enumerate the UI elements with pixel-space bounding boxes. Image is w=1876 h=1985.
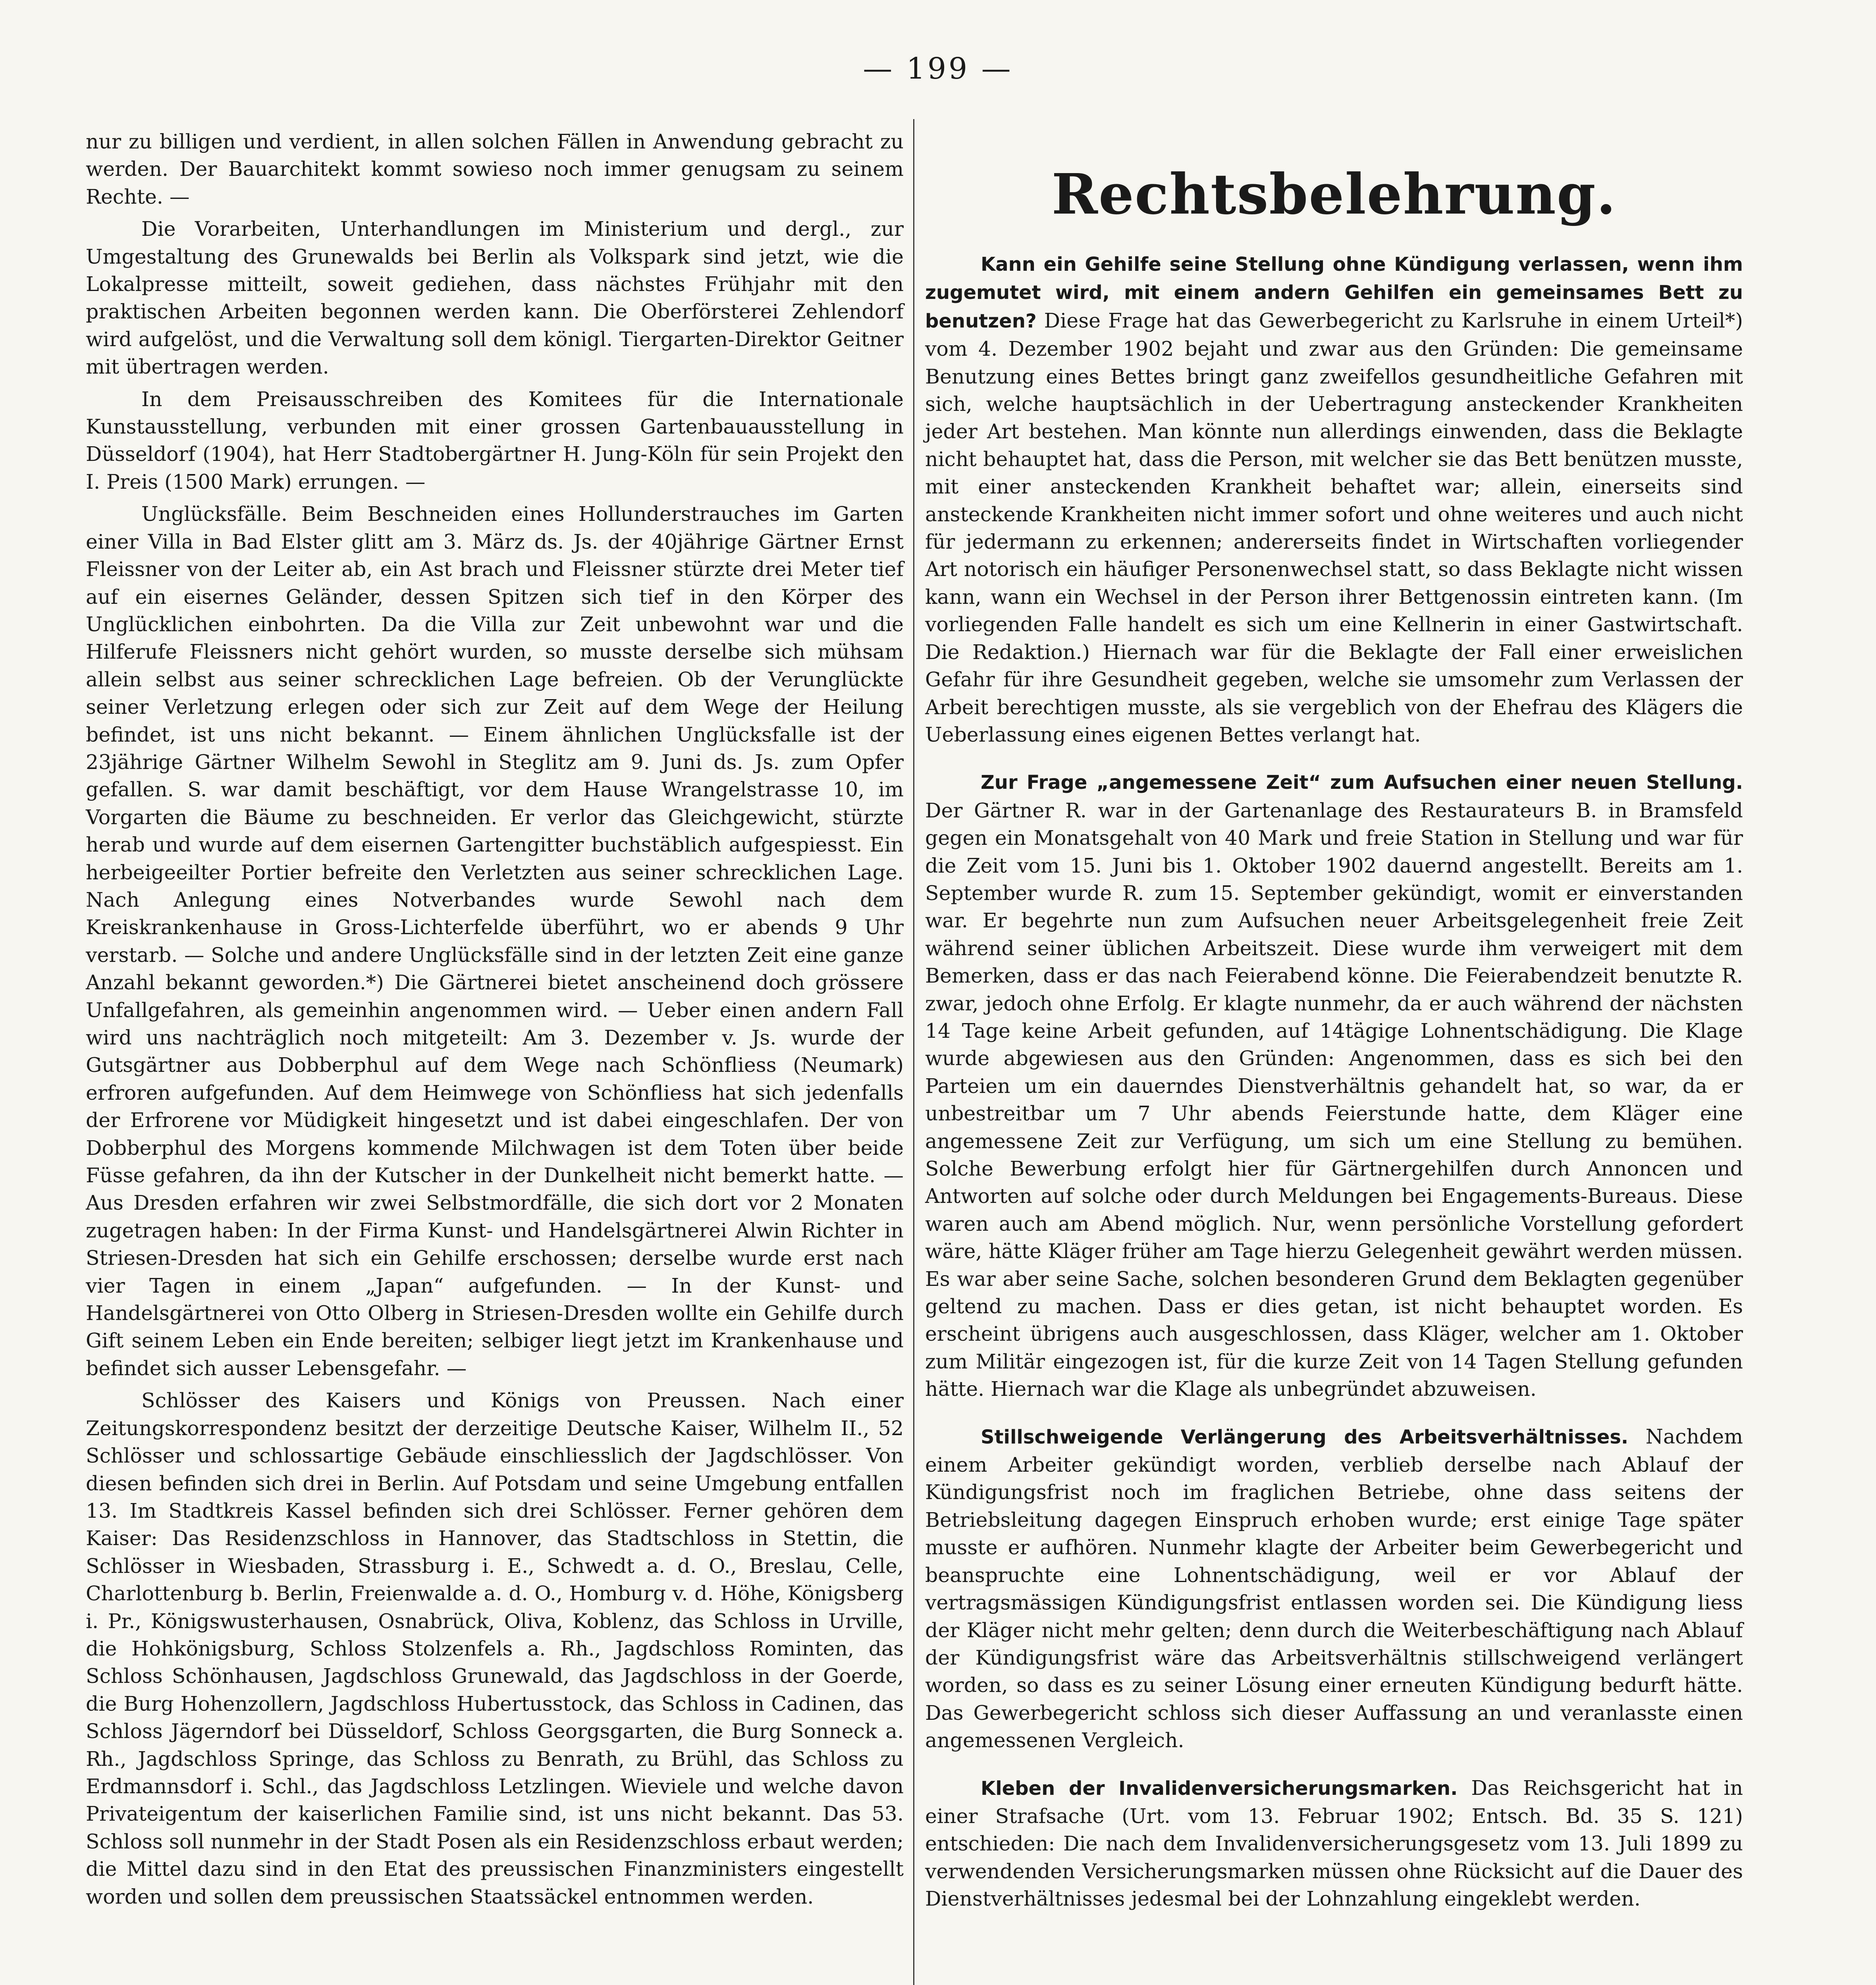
right-column <box>925 163 1743 1913</box>
paragraph-ungluecksfaelle: Unglücksfälle. Beim Beschneiden eines Hollunderstrauches im Garten einer Villa in Bad Elster glitt am 3. März ds. Js. der 40jährige Gärtner Ernst Fleissner von der Leiter ab, ein Ast brach und Fleissner stürzte drei Meter tief auf ein eisernes Geländer, dessen Spitzen sich tief in den Körper des Unglücklichen einbohrten. Da die Villa zur Zeit unbewohnt war und die Hilferufe Fleissners nicht gehört wurden, so musste derselbe sich mühsam allein selbst aus seiner schrecklichen Lage befreien. Ob der Verunglückte seiner Verletzung erlegen oder sich zur Zeit auf dem Wege der Heilung befindet, ist uns nicht bekannt. — Einem ähnlichen Unglücksfalle ist der 23jährige Gärtner Wilhelm Sewohl in Steglitz am 9. Juni ds. Js. zum Opfer gefallen. S. war damit beschäftigt, vor dem Hause Wrangelstrasse 10, im Vorgarten die Bäume zu beschneiden. Er verlor das Gleichgewicht, stürzte herab und wurde auf dem eisernen Gartengitter buchstäblich aufgespiesst. Ein herbeigeeilter Portier befreite den Verletzten aus seiner schrecklichen Lage. Nach Anlegung eines Notverbandes wurde Sewohl nach dem Kreiskrankenhause in Gross-Lichterfelde überführt, wo er abends 9 Uhr verstarb. — Solche und andere Unglücksfälle sind in der letzten Zeit eine ganze Anzahl bekannt geworden.*) Die Gärtnerei bietet anscheinend doch grössere Unfallgefahren, als gemeinhin angenommen wird. — Ueber einen andern Fall wird uns nachträglich noch mitgeteilt: Am 3. Dezember v. Js. wurde der Gutsgärtner aus Dobberphul auf dem Wege nach Schönfliess (Neumark) erfroren aufgefunden. Auf dem Heimwege von Schönfliess hat sich jedenfalls der Erfrorene vor Müdigkeit hingesetzt und ist dabei eingeschlafen. Der von Dobberphul des Morgens kommende Milchwagen ist dem Toten über beide Füsse gefahren, da ihn der Kutscher in der Dunkelheit nicht bemerkt hatte. — Aus Dresden erfahren wir zwei Selbstmordfälle, die sich dort vor 2 Monaten zugetragen haben: In der Firma Kunst- und Handelsgärtnerei Alwin Richter in Striesen-Dresden hat sich ein Gehilfe erschossen; derselbe wurde erst nach vier Tagen in einem „Japan“ aufgefunden. — In der Kunst- und Handelsgärtnerei von Otto Olberg in Striesen-Dresden wollte ein Gehilfe durch Gift seinem Leben ein Ende bereiten; selbiger liegt jetzt im Krankenhause und befindet sich ausser Lebensgefahr. — <box>86 502 904 1380</box>
legal-item-heading: Kleben der Invalidenversicherungsmarken. <box>981 1777 1458 1800</box>
section-title: Rechtsbelehrung. <box>1051 162 1617 227</box>
legal-item <box>925 768 1743 1403</box>
legal-item-heading: Kann ein Gehilfe seine Stellung ohne Kündigung verlassen, wenn ihm zugemutet wird, mit einem andern Gehilfen ein gemeinsames Bett zu benutzen? <box>925 253 1743 332</box>
column-divider <box>913 119 914 1985</box>
legal-item <box>925 250 1743 748</box>
legal-item-heading: Stillschweigende Verlängerung des Arbeitsverhältnisses. <box>981 1426 1629 1448</box>
legal-item-body: Das Reichsgericht hat in einer Strafsache (Urt. vom 13. Februar 1902; Entsch. Bd. 35 S. 121) entschieden: Die nach dem Invalidenversicherungsgesetz vom 13. Juli 1899 zu verwendenden Versicherungsmarken müssen ohne Rücksicht auf die Dauer des Dienstverhältnisses jedesmal bei der Lohnzahlung eingeklebt werden. <box>925 1776 1743 1911</box>
legal-item <box>925 1423 1743 1754</box>
legal-item <box>925 1774 1743 1913</box>
paragraph-schloesser: Schlösser des Kaisers und Königs von Preussen. Nach einer Zeitungskorrespondenz besitzt der derzeitige Deutsche Kaiser, Wilhelm II., 52 Schlösser und schlossartige Gebäude einschliesslich der Jagdschlösser. Von diesen befinden sich drei in Berlin. Auf Potsdam und seine Umgebung entfallen 13. Im Stadtkreis Kassel befinden sich drei Schlösser. Ferner gehören dem Kaiser: Das Residenzschloss in Hannover, das Stadtschloss in Stettin, die Schlösser in Wiesbaden, Strassburg i. E., Schwedt a. d. O., Breslau, Celle, Charlottenburg b. Berlin, Freienwalde a. d. O., Homburg v. d. Höhe, Königsberg i. Pr., Königswusterhausen, Osnabrück, Oliva, Koblenz, das Schloss in Urville, die Hohkönigsburg, Schloss Stolzenfels a. Rh., Jagdschloss Rominten, das Schloss Schönhausen, Jagdschloss Grunewald, das Jagdschloss in der Goerde, die Burg Hohenzollern, Jagdschloss Hubertusstock, das Schloss in Cadinen, das Schloss Jägerndorf bei Düsseldorf, Schloss Georgsgarten, die Burg Sonneck a. Rh., Jagdschloss Springe, das Schloss zu Benrath, zu Brühl, das Schloss zu Erdmannsdorf i. Schl., das Jagdschloss Letzlingen. Wieviele und welche davon Privateigentum der kaiserlichen Familie sind, ist uns nicht bekannt. Das 53. Schloss soll nunmehr in der Stadt Posen als ein Residenzschloss erbaut werden; die Mittel dazu sind in den Etat des preussischen Finanzministers eingestellt worden und sollen dem preussischen Staatssäckel entnommen werden. <box>86 1389 904 1908</box>
paragraph-intro: nur zu billigen und verdient, in allen solchen Fällen in Anwendung gebracht zu werden. Der Bauarchitekt kommt sowieso noch immer genugsam zu seinem Rechte. — <box>86 130 904 208</box>
legal-item-body: Nachdem einem Arbeiter gekündigt worden, verblieb derselbe nach Ablauf der Kündigungsfrist noch im fraglichen Betriebe, ohne dass seitens der Betriebsleitung dagegen Einspruch erhoben wurde; erst einige Tage später musste er aufhören. Nunmehr klagte der Arbeiter beim Gewerbegericht und beanspruchte eine Lohnentschädigung, weil er vor Ablauf der vertragsmässigen Kündigungsfrist entlassen worden sei. Die Kündigung liess der Kläger nicht mehr gelten; denn durch die Weiterbeschäftigung nach Ablauf der Kündigungsfrist wäre das Arbeitsverhältnis stillschweigend verlängert worden, so dass es zu seiner Lösung einer erneuten Kündigung bedurft hätte. Das Gewerbegericht schloss sich dieser Auffassung an und veranlasste einen angemessenen Vergleich. <box>925 1424 1743 1752</box>
legal-item-body: Diese Frage hat das Gewerbegericht zu Karlsruhe in einem Urteil*) vom 4. Dezember 1902 bejaht und zwar aus den Gründen: Die gemeinsame Benutzung eines Bettes bringt ganz zweifellos gesundheitliche Gefahren mit sich, welche hauptsächlich in der Uebertragung ansteckender Krankheiten jeder Art bestehen. Man könnte nun allerdings einwenden, dass die Beklagte nicht behauptet hat, dass die Person, mit welcher sie das Bett benützen musste, mit einer ansteckenden Krankheit behaftet war; allein, einerseits sind ansteckende Krankheiten nicht immer sofort und ohne weiteres und auch nicht für jedermann zu erkennen; andererseits findet in Wirtschaften vorliegender Art notorisch ein häufiger Personenwechsel statt, so dass Beklagte nicht wissen kann, wann ein Wechsel in der Person ihrer Bettgenossin eintreten kann. (Im vorliegenden Falle handelt es sich um eine Kellnerin in einer Gastwirtschaft. Die Redaktion.) Hiernach war für die Beklagte der Fall einer erweislichen Gefahr für ihre Gesundheit gegeben, welche sie umsomehr zum Verlassen der Arbeit berechtigen musste, als sie vergeblich von der Ehefrau des Klägers die Ueberlassung eines eigenen Bettes verlangt hat. <box>925 308 1743 746</box>
legal-item-body: Der Gärtner R. war in der Gartenanlage des Restaurateurs B. in Bramsfeld gegen ein Monatsgehalt von 40 Mark und freie Station in Stellung und war für die Zeit vom 15. Juni bis 1. Oktober 1902 dauernd angestellt. Bereits am 1. September wurde R. zum 15. September gekündigt, womit er einverstanden war. Er begehrte nun zum Aufsuchen neuer Arbeitsgelegenheit freie Zeit während seiner üblichen Arbeitszeit. Diese wurde ihm verweigert mit dem Bemerken, dass er das nach Feierabend könne. Die Feierabendzeit benutzte R. zwar, jedoch ohne Erfolg. Er klagte nunmehr, da er auch während der nächsten 14 Tage keine Arbeit gefunden, auf 14tägige Lohnentschädigung. Die Klage wurde abgewiesen aus den Gründen: Angenommen, dass es sich bei den Parteien um ein dauerndes Dienstverhältnis gehandelt hat, so war, da er unbestreitbar um 7 Uhr abends Feierstunde hatte, dem Kläger eine angemessene Zeit zur Verfügung, um sich um eine Stellung zu bemühen. Solche Bewerbung erfolgt hier für Gärtnergehilfen durch Annoncen und Antworten auf solche oder durch Meldungen bei Engagements-Bureaus. Diese waren auch am Abend möglich. Nur, wenn persönliche Vorstellung gefordert wäre, hätte Kläger früher am Tage hierzu Gelegenheit gewährt werden müssen. Es war aber seine Sache, solchen besonderen Grund dem Beklagten gegenüber geltend zu machen. Dass er dies getan, ist nicht behauptet worden. Es erscheint übrigens auch ausgeschlossen, dass Kläger, welcher am 1. Oktober zum Militär eingezogen ist, für die kurze Zeit von 14 Tagen Stellung gefunden hätte. Hiernach war die Klage als unbegründet abzuweisen. <box>925 798 1743 1401</box>
paragraph-grunewald: Die Vorarbeiten, Unterhandlungen im Ministerium und dergl., zur Umgestaltung des Grunewalds bei Berlin als Volkspark sind jetzt, wie die Lokalpresse mitteilt, soweit gediehen, dass nächstes Frühjahr mit den praktischen Arbeiten begonnen werden kann. Die Oberförsterei Zehlendorf wird aufgelöst, und die Verwaltung soll dem königl. Tiergarten-Direktor Geitner mit übertragen werden. <box>86 217 904 379</box>
paragraph-preisausschreiben: In dem Preisausschreiben des Komitees für die Internationale Kunstausstellung, verbunden mit einer grossen Gartenbauausstellung in Düsseldorf (1904), hat Herr Stadtobergärtner H. Jung-Köln für sein Projekt den I. Preis (1500 Mark) errungen. — <box>86 387 904 493</box>
left-column <box>86 128 904 1910</box>
legal-item-heading: Zur Frage „angemessene Zeit“ zum Aufsuchen einer neuen Stellung. <box>981 771 1743 794</box>
page-number: — 199 — <box>863 52 1013 86</box>
